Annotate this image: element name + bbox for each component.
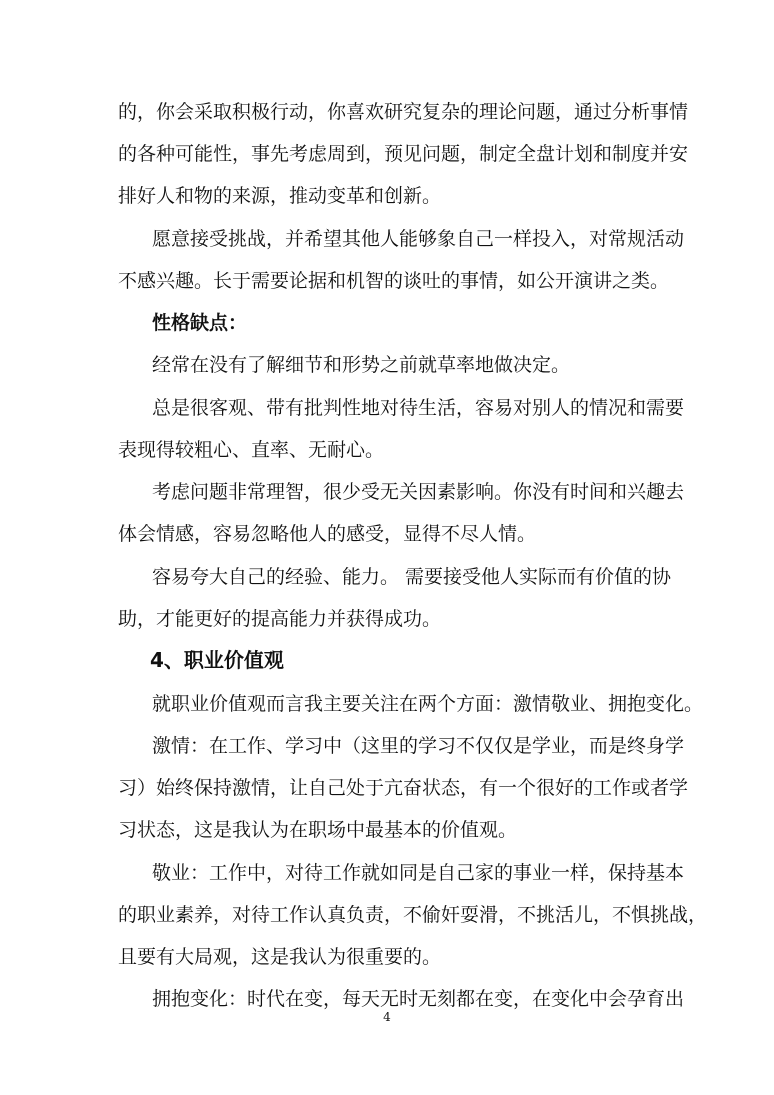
paragraph-line: 助，才能更好的提高能力并获得成功。 <box>118 608 442 630</box>
paragraph-line: 就职业价值观而言我主要关注在两个方面：激情敬业、拥抱变化。 <box>152 693 704 715</box>
paragraph-line: 排好人和物的来源，推动变革和创新。 <box>118 185 442 207</box>
paragraph-line: 考虑问题非常理智，很少受无关因素影响。你没有时间和兴趣去 <box>152 481 685 503</box>
paragraph-line: 的各种可能性，事先考虑周到，预见问题，制定全盘计划和制度并安 <box>118 143 689 165</box>
paragraph-line: 表现得较粗心、直率、无耐心。 <box>118 439 385 461</box>
paragraph-line: 激情：在工作、学习中（这里的学习不仅仅是学业，而是终身学 <box>152 735 685 757</box>
paragraph-line: 体会情感，容易忽略他人的感受，显得不尽人情。 <box>118 523 537 545</box>
page-number: 4 <box>383 1010 391 1024</box>
paragraph-line: 不感兴趣。长于需要论据和机智的谈吐的事情，如公开演讲之类。 <box>118 270 670 292</box>
section-heading-career-values: 4、职业价值观 <box>150 648 284 672</box>
paragraph-line: 愿意接受挑战，并希望其他人能够象自己一样投入，对常规活动 <box>152 228 685 250</box>
paragraph-line: 习）始终保持激情，让自己处于亢奋状态，有一个很好的工作或者学 <box>118 777 689 799</box>
paragraph-line: 总是很客观、带有批判性地对待生活，容易对别人的情况和需要 <box>152 397 685 419</box>
paragraph-line: 拥抱变化：时代在变，每天无时无刻都在变，在变化中会孕育出 <box>152 988 685 1010</box>
paragraph-line: 经常在没有了解细节和形势之前就草率地做决定。 <box>152 354 571 376</box>
paragraph-line: 敬业：工作中，对待工作就如同是自己家的事业一样，保持基本 <box>152 862 685 884</box>
paragraph-line: 且要有大局观，这是我认为很重要的。 <box>118 946 442 968</box>
paragraph-line: 容易夸大自己的经验、能力。 需要接受他人实际而有价值的协 <box>152 566 672 588</box>
paragraph-line: 的职业素养，对待工作认真负责，不偷奸耍滑，不挑活儿，不惧挑战， <box>118 904 708 926</box>
section-subheading-weaknesses: 性格缺点： <box>152 312 248 334</box>
paragraph-line: 习状态，这是我认为在职场中最基本的价值观。 <box>118 819 518 841</box>
paragraph-line: 的，你会采取积极行动，你喜欢研究复杂的理论问题，通过分析事情 <box>118 101 689 123</box>
